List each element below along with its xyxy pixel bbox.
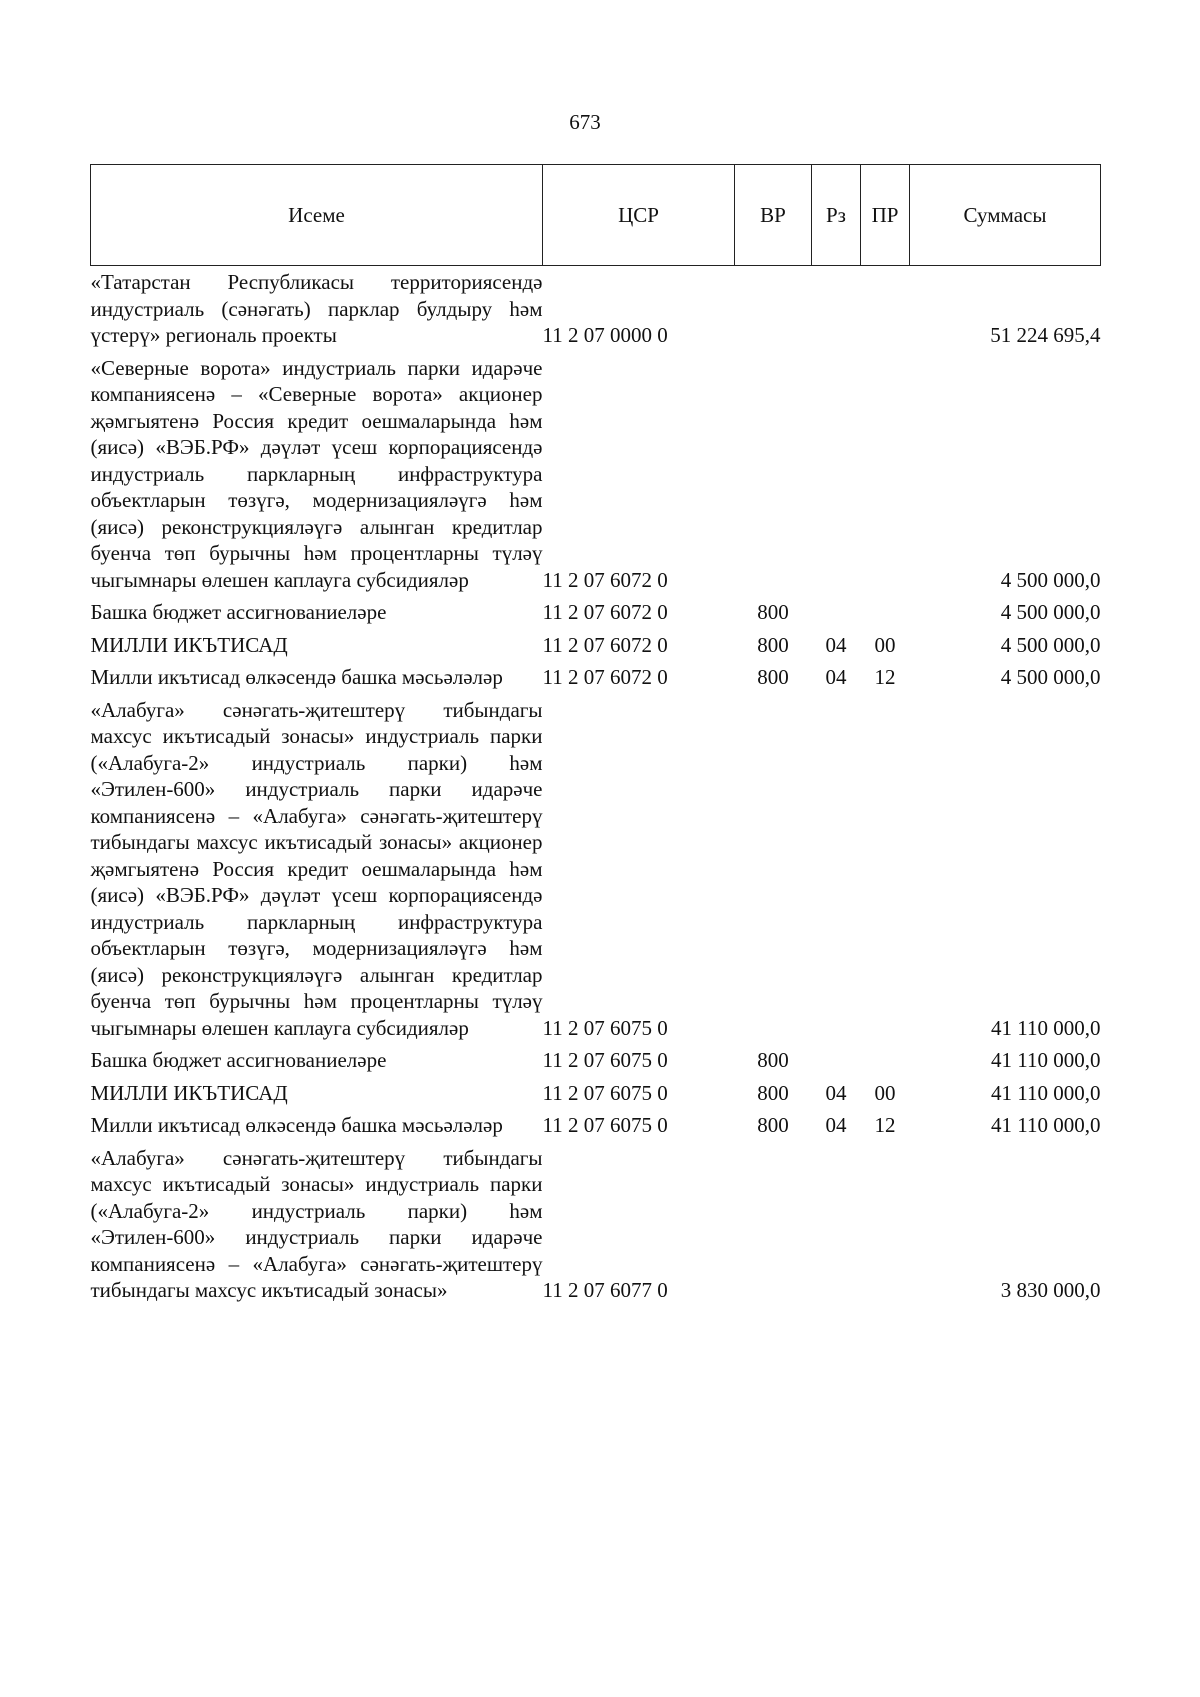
row-pr xyxy=(861,266,910,352)
page-number: 673 xyxy=(569,110,601,134)
row-sum: 41 110 000,0 xyxy=(991,1015,1101,1040)
row-pr xyxy=(861,1142,910,1307)
table-row xyxy=(91,629,1101,662)
row-csr: 11 2 07 6072 0 xyxy=(542,600,668,624)
header-pr: ПР xyxy=(861,165,910,266)
row-vr: 800 xyxy=(757,1113,789,1137)
row-csr: 11 2 07 6072 0 xyxy=(542,567,668,592)
row-rz: 04 xyxy=(825,1113,847,1137)
row-name: Башка бюджет ассигнованиеләре xyxy=(90,600,387,624)
row-pr: 12 xyxy=(874,1113,896,1137)
row-vr xyxy=(735,1142,812,1307)
row-vr: 800 xyxy=(757,632,789,657)
table-body xyxy=(91,266,1101,1307)
row-sum: 4 500 000,0 xyxy=(1000,600,1101,624)
row-name: «Алабуга» сәнәгать-җитештерү тибындагы махсус икътисадый зонасы» индустриаль парки («Алабуга-2» индустриаль парки) һәм «Этилен-600» индустриаль парки идарәче компаниясенә – «Алабуга» сәнәгать-җитештерү тибындагы махсус икътисадый зонасы» акционер җәмгыятенә Россия кредит оешмаларында һәм (яисә) «ВЭБ.РФ» дәүләт үсеш корпорациясендә индустриаль паркларның инфраструктура объектларын төзүгә, модернизацияләүгә һәм (яисә) реконструкцияләүгә алынган кредитлар буенча төп бурычны һәм процентларны түләү чыгымнары өлешен каплауга субсидияләр xyxy=(90,697,543,1040)
row-vr xyxy=(735,694,812,1045)
row-pr: 12 xyxy=(874,665,896,689)
row-rz xyxy=(812,1142,861,1307)
table-row xyxy=(91,596,1101,629)
header-vr: ВР xyxy=(735,165,812,266)
header-name: Исеме xyxy=(91,165,543,266)
row-rz: 04 xyxy=(825,632,847,657)
table-header xyxy=(91,165,1101,266)
row-name: «Алабуга» сәнәгать-җитештерү тибындагы махсус икътисадый зонасы» индустриаль парки («Алабуга-2» индустриаль парки) һәм «Этилен-600» индустриаль парки идарәче компаниясенә – «Алабуга» сәнәгать-җитештерү тибындагы махсус икътисадый зонасы» xyxy=(90,1145,543,1302)
row-sum: 4 500 000,0 xyxy=(1000,632,1101,657)
row-sum: 41 110 000,0 xyxy=(991,1048,1101,1072)
row-pr xyxy=(861,596,910,629)
row-rz xyxy=(812,596,861,629)
row-rz xyxy=(812,266,861,352)
table-row xyxy=(91,352,1101,597)
row-csr: 11 2 07 6075 0 xyxy=(542,1113,668,1137)
table-row xyxy=(91,1044,1101,1077)
row-vr: 800 xyxy=(757,1080,789,1105)
row-rz: 04 xyxy=(825,665,847,689)
table-row xyxy=(91,661,1101,694)
row-sum: 3 830 000,0 xyxy=(1000,1278,1101,1302)
row-vr xyxy=(735,352,812,597)
header-sum: Суммасы xyxy=(910,165,1101,266)
table-row xyxy=(91,1077,1101,1110)
row-pr xyxy=(861,352,910,597)
header-rz: Рз xyxy=(812,165,861,266)
row-rz xyxy=(812,352,861,597)
row-name: Милли икътисад өлкәсендә башка мәсьәләләр xyxy=(90,665,503,689)
row-csr: 11 2 07 0000 0 xyxy=(542,323,668,347)
row-rz: 04 xyxy=(825,1080,847,1105)
row-rz xyxy=(812,694,861,1045)
row-name: «Северные ворота» индустриаль парки идарәче компаниясенә – «Северные ворота» акционер җәмгыятенә Россия кредит оешмаларында һәм (яисә) «ВЭБ.РФ» дәүләт үсеш корпорациясендә индустриаль паркларның инфраструктура объектларын төзүгә, модернизацияләүгә һәм (яисә) реконструкцияләүгә алынган кредитлар буенча төп бурычны һәм процентларны түләү чыгымнары өлешен каплауга субсидияләр xyxy=(90,355,543,592)
row-vr: 800 xyxy=(757,665,789,689)
row-vr xyxy=(735,266,812,352)
table-row xyxy=(91,266,1101,352)
row-csr: 11 2 07 6077 0 xyxy=(542,1278,668,1302)
row-vr: 800 xyxy=(757,1048,789,1072)
table-row xyxy=(91,694,1101,1045)
row-name: Башка бюджет ассигнованиеләре xyxy=(90,1048,387,1072)
row-csr: 11 2 07 6072 0 xyxy=(542,665,668,689)
row-name: Милли икътисад өлкәсендә башка мәсьәләләр xyxy=(90,1113,503,1137)
row-sum: 41 110 000,0 xyxy=(991,1080,1101,1105)
row-sum: 51 224 695,4 xyxy=(990,323,1101,347)
row-csr: 11 2 07 6075 0 xyxy=(542,1015,668,1040)
row-csr: 11 2 07 6072 0 xyxy=(542,632,668,657)
row-pr xyxy=(861,1044,910,1077)
row-pr: 00 xyxy=(874,632,896,657)
row-rz xyxy=(812,1044,861,1077)
row-vr: 800 xyxy=(757,600,789,624)
header-csr: ЦСР xyxy=(543,165,735,266)
row-pr: 00 xyxy=(874,1080,896,1105)
row-sum: 41 110 000,0 xyxy=(991,1113,1101,1137)
row-name: «Татарстан Республикасы территориясендә индустриаль (сәнәгать) парклар булдыру һәм үстерү» региональ проекты xyxy=(90,270,543,347)
row-name: МИЛЛИ ИКЪТИСАД xyxy=(90,1080,288,1105)
row-csr: 11 2 07 6075 0 xyxy=(542,1080,668,1105)
row-csr: 11 2 07 6075 0 xyxy=(542,1048,668,1072)
budget-table xyxy=(90,164,1101,1307)
table-row xyxy=(91,1142,1101,1307)
table-row xyxy=(91,1109,1101,1142)
row-name: МИЛЛИ ИКЪТИСАД xyxy=(90,632,288,657)
row-sum: 4 500 000,0 xyxy=(1000,665,1101,689)
row-pr xyxy=(861,694,910,1045)
row-sum: 4 500 000,0 xyxy=(1000,567,1101,592)
